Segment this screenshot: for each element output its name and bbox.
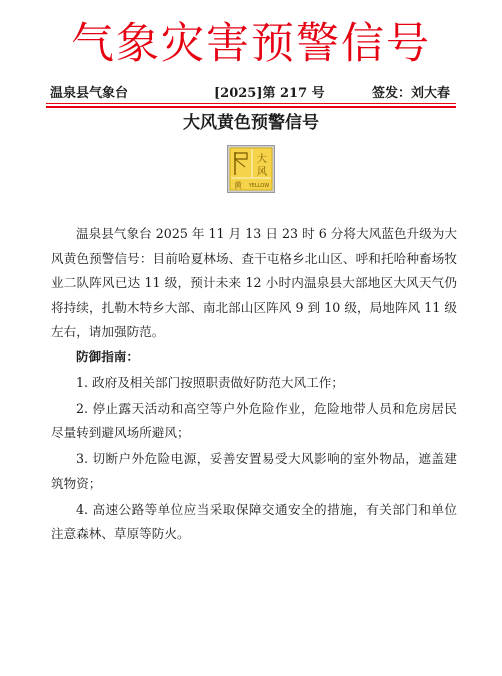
announcement-paragraph: 温泉县气象台 2025 年 11 月 13 日 23 时 6 分将大风蓝色升级为大风黄色预警信号：目前哈夏林场、查干屯格乡北山区、呼和托哈种畜场牧业二队阵风已达 11 级，预计未来 12 小时内温泉县大部地区大风天气仍将持续，扎勒木特乡大部、南北部山区阵风 9 到 10 级，局地阵风 11 级左右，请加强防范。 xyxy=(51,226,457,339)
guide-heading: 防御指南： xyxy=(76,348,139,364)
guide-item-4: 4. 高速公路等单位应当采取保障交通安全的措施，有关部门和单位注意森林、草原等防火。 xyxy=(51,501,457,541)
guide-item-1: 1. 政府及相关部门按照职责做好防范大风工作； xyxy=(76,374,344,390)
signal-char-top: 大 xyxy=(257,154,267,165)
masthead-title: 气象灾害预警信号 xyxy=(71,19,431,69)
signal-color-en: YELLOW xyxy=(248,183,270,189)
issuer: 温泉县气象台 xyxy=(50,86,129,101)
document-title: 大风黄色预警信号 xyxy=(183,113,319,133)
header-rule-thick xyxy=(46,106,456,108)
signal-char-mid: 风 xyxy=(257,167,267,178)
wind-yellow-warning-icon xyxy=(227,145,275,193)
header-rule-thin xyxy=(46,103,456,104)
signer: 签发：刘大春 xyxy=(371,86,450,101)
document-number: [2025]第 217 号 xyxy=(214,86,325,101)
guide-item-3: 3. 切断户外危险电源，妥善安置易受大风影响的室外物品，遮盖建筑物资； xyxy=(51,451,457,491)
document-meta xyxy=(50,85,450,103)
guide-item-2: 2. 停止露天活动和高空等户外危险作业，危险地带人员和危房居民尽量转到避风场所避风； xyxy=(51,400,457,440)
document-body xyxy=(51,222,457,547)
signal-char-color: 黄 xyxy=(234,181,242,190)
